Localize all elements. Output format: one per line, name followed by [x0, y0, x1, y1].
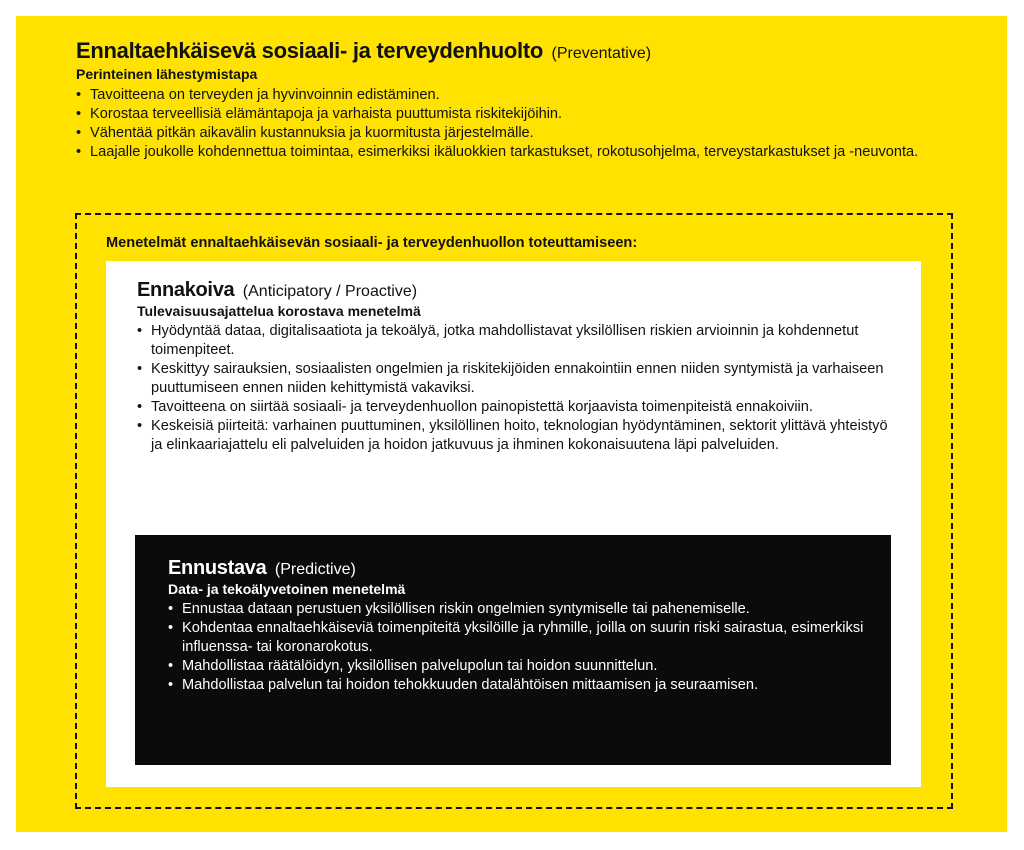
methods-dashed-box: [75, 213, 953, 809]
preventative-bullet: • Laajalle joukolle kohdennettua toimintaa, esimerkiksi ikäluokkien tarkastukset, rokotusohjelma, terveystarkastukset ja -neuvonta.: [76, 143, 956, 162]
preventative-title-en: (Preventative): [551, 45, 652, 62]
anticipatory-card: [106, 261, 921, 787]
anticipatory-bullet: • Hyödyntää dataa, digitalisaatiota ja tekoälyä, jotka mahdollistavat yksilöllisen riskien arvioinnin ja kohdennetut toimenpiteet.: [137, 322, 897, 360]
preventative-bullet-list: [76, 86, 956, 162]
preventative-subtitle: Perinteinen lähestymistapa: [76, 66, 258, 82]
predictive-subtitle: Data- ja tekoälyvetoinen menetelmä: [168, 581, 406, 597]
methods-heading: Menetelmät ennaltaehkäisevän sosiaali- ja terveydenhuollon toteuttamiseen:: [106, 235, 638, 251]
predictive-bullet: • Mahdollistaa räätälöidyn, yksilöllisen palvelupolun tai hoidon suunnittelun.: [168, 657, 868, 676]
predictive-bullet: • Mahdollistaa palvelun tai hoidon tehokkuuden datalähtöisen mittaamisen ja seuraamisen.: [168, 676, 868, 695]
anticipatory-content: [137, 279, 897, 455]
predictive-card: [135, 535, 891, 765]
predictive-title: Ennustava: [168, 557, 267, 579]
preventative-panel: [16, 16, 1007, 832]
preventative-bullet: • Vähentää pitkän aikavälin kustannuksia ja kuormitusta järjestelmälle.: [76, 124, 956, 143]
predictive-bullet: • Ennustaa dataan perustuen yksilöllisen riskin ongelmien syntymiselle tai pahenemiselle.: [168, 600, 868, 619]
predictive-title-row: [168, 557, 868, 580]
predictive-bullet: • Kohdentaa ennaltaehkäiseviä toimenpiteitä yksilöille ja ryhmille, joilla on suurin riski sairastua, esimerkiksi influenssa- tai koronarokotus.: [168, 619, 868, 657]
anticipatory-title-row: [137, 279, 897, 302]
anticipatory-bullet: • Keskittyy sairauksien, sosiaalisten ongelmien ja riskitekijöiden ennakointiin ennen niiden syntymistä ja varhaiseen puuttumiseen ennen niiden kehittymistä vakaviksi.: [137, 360, 897, 398]
preventative-bullet: • Korostaa terveellisiä elämäntapoja ja varhaista puuttumista riskitekijöihin.: [76, 105, 956, 124]
anticipatory-bullet-list: [137, 322, 897, 455]
predictive-title-en: (Predictive): [274, 561, 356, 578]
anticipatory-bullet: • Tavoitteena on siirtää sosiaali- ja terveydenhuollon painopistettä korjaavista toimenpiteistä ennakoiviin.: [137, 398, 897, 417]
preventative-bullet: • Tavoitteena on terveyden ja hyvinvoinnin edistäminen.: [76, 86, 956, 105]
predictive-bullet-list: [168, 600, 868, 695]
anticipatory-subtitle: Tulevaisuusajattelua korostava menetelmä: [137, 303, 421, 319]
anticipatory-title: Ennakoiva: [137, 279, 235, 301]
preventative-title: Ennaltaehkäisevä sosiaali- ja terveydenhuolto: [76, 38, 544, 63]
anticipatory-title-en: (Anticipatory / Proactive): [242, 283, 418, 300]
anticipatory-bullet: • Keskeisiä piirteitä: varhainen puuttuminen, yksilöllinen hoito, teknologian hyödyntäminen, sektorit ylittävä yhteistyö ja elinkaariajattelu eli palveluiden ja hoidon jatkuvuus ja ihminen kokonaisuutena läpi palveluiden.: [137, 417, 897, 455]
preventative-title-row: [76, 38, 651, 82]
predictive-content: [168, 557, 868, 695]
